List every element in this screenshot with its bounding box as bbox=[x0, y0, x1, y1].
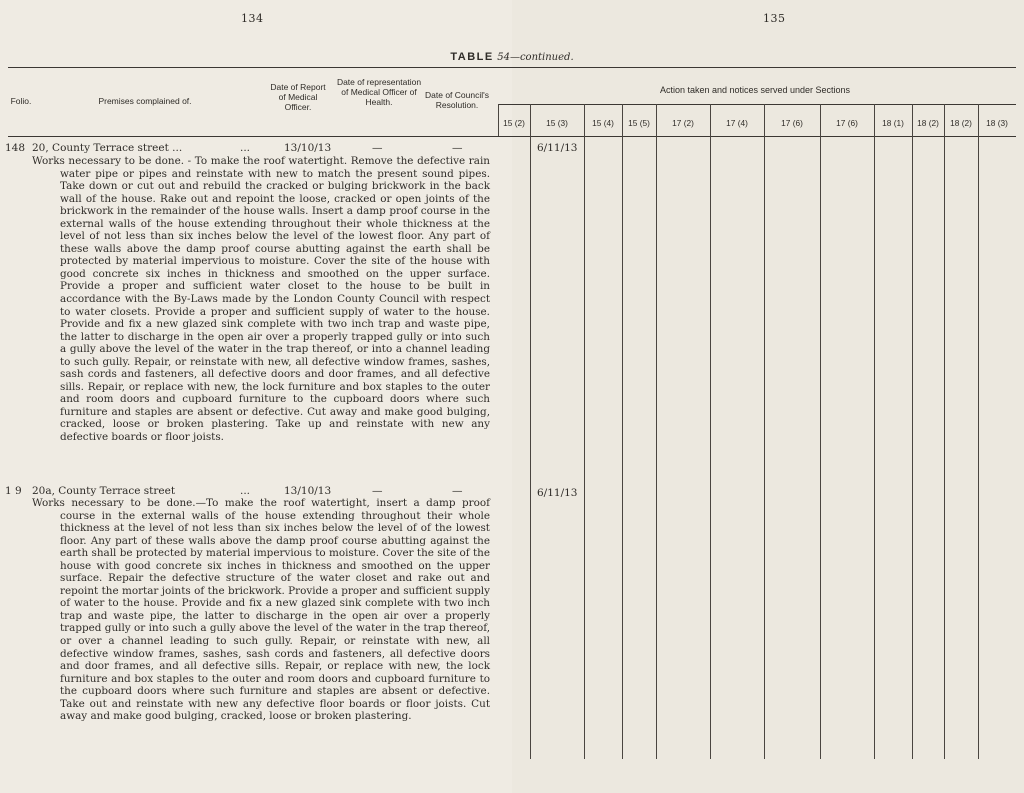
table-title-main: TABLE bbox=[450, 51, 494, 63]
header-date-report: Date of Report of Medical Officer. bbox=[270, 82, 326, 112]
entry-1-folio: 148 bbox=[5, 142, 26, 154]
entry-2-works: Works necessary to be done.—To make the roof watertight, insert a damp proof course in the external walls of the house extending throughout their whole thickness at the level of not less than six inches below the level of of the lowest floor. Any part of these walls above the damp proof course abutting against the earth shall be protected by material impervious to moisture. Cover the site of the house with good concrete six inches in thickness and smoothed on the upper surface. Repair the defective structure of the water closet and rake out and repoint the mortar joints of the brickwork. Provide a proper and sufficient supply of water to the house. Provide and fix a new glazed sink complete with two inch trap and waste pipe, the latter to discharge in the open air over a properly trapped gully or into such a gully above the level of the water in the trap thereof, or over a channel leading to such gully. Repair, or reinstate with new, all defective window frames, sashes, sash cords and fasteners, all defective doors and door frames, and all defective sills. Repair, or replace with new, the lock furniture and box staples to the outer and room doors and cupboard furniture to the cupboard doors where such furniture and staples are absent or defective. Take out and reinstate with new any defective floor boards or floor joists. Cut away and make good bulging, cracked, loose or broken plastering. bbox=[32, 497, 490, 723]
col-rule bbox=[912, 104, 913, 759]
entry-2-premises: 20a, County Terrace street bbox=[32, 485, 176, 497]
entry-2-dots: ... bbox=[240, 485, 251, 497]
table-title bbox=[0, 50, 1024, 63]
entry-2-date-report: 13/10/13 bbox=[284, 485, 332, 497]
col-rule bbox=[874, 104, 875, 759]
page-number-right: 135 bbox=[763, 12, 786, 25]
entry-2-date-resolution: — bbox=[452, 485, 463, 497]
section-15-2: 15 (2) bbox=[503, 118, 525, 128]
entry-1-premises: 20, County Terrace street ... bbox=[32, 142, 183, 154]
section-18-2-b: 18 (2) bbox=[950, 118, 972, 128]
header-top-rule bbox=[8, 67, 1016, 68]
section-18-2-a: 18 (2) bbox=[917, 118, 939, 128]
entry-1-dots: ... bbox=[240, 142, 251, 154]
section-17-4: 17 (4) bbox=[726, 118, 748, 128]
entry-1-works: Works necessary to be done. - To make the roof watertight. Remove the defective rain water pipe or pipes and reinstate with new to match the present sound pipes. Take down or cut out and rebuild the cracked or bulging brickwork in the back wall of the house. Rake out and repoint the loose, cracked or open joints of the brickwork in the remainder of the house walls. Insert a damp proof course in the external walls of the house extending throughout their whole thickness at the level of not less than six inches below the level of the lowest floor. Any part of these walls above the damp proof course abutting against the earth shall be protected by material impervious to moisture. Cover the site of the house with good concrete six inches in thickness and smoothed on the upper surface. Provide a proper and sufficient water closet to the house to be built in accordance with the By-Laws made by the London County Council with respect to water closets. Provide a proper and sufficient supply of water to the house. Provide and fix a new glazed sink complete with two inch trap and waste pipe, the latter to discharge in the open air over a properly trapped gully or into such a gully above the level of the water in the trap thereof, or into a channel leading to such gully. Repair, or reinstate with new, all defective window frames, sashes, sash cords and fasteners, all defective doors and door frames, and all defective sills. Repair, or replace with new, the lock furniture and box staples to the outer and room doors and cupboard furniture to the cupboard doors where such furniture and staples are absent or defective. Cut away and make good bulging, cracked, loose or broken plastering. Take up and reinstate with new any defective boards or floor joists. bbox=[32, 155, 490, 444]
table-title-sub: 54—continued. bbox=[497, 52, 574, 63]
col-rule bbox=[764, 104, 765, 759]
header-folio: Folio. bbox=[10, 96, 32, 106]
header-bottom-rule bbox=[8, 136, 1016, 137]
header-action: Action taken and notices served under Sections bbox=[659, 85, 851, 95]
entry-1-action-date: 6/11/13 bbox=[537, 142, 578, 154]
col-rule bbox=[978, 104, 979, 759]
section-18-3: 18 (3) bbox=[986, 118, 1008, 128]
section-15-5: 15 (5) bbox=[628, 118, 650, 128]
entry-1-date-representation: — bbox=[372, 142, 383, 154]
section-17-6-a: 17 (6) bbox=[781, 118, 803, 128]
page-number-left: 134 bbox=[241, 12, 264, 25]
action-sub-rule bbox=[498, 104, 1016, 105]
col-rule bbox=[530, 104, 531, 759]
col-rule bbox=[820, 104, 821, 759]
header-date-resolution: Date of Council's Resolution. bbox=[425, 90, 489, 110]
section-17-6-b: 17 (6) bbox=[836, 118, 858, 128]
col-rule bbox=[622, 104, 623, 759]
header-premises: Premises complained of. bbox=[98, 96, 192, 106]
entry-2-folio: 1 9 bbox=[5, 485, 22, 497]
section-15-3: 15 (3) bbox=[546, 118, 568, 128]
col-rule bbox=[498, 104, 499, 136]
col-rule bbox=[710, 104, 711, 759]
entry-1-date-report: 13/10/13 bbox=[284, 142, 332, 154]
section-18-1: 18 (1) bbox=[882, 118, 904, 128]
header-date-representation: Date of representation of Medical Officer of Health. bbox=[336, 77, 422, 107]
col-rule bbox=[656, 104, 657, 759]
section-15-4: 15 (4) bbox=[592, 118, 614, 128]
col-rule bbox=[944, 104, 945, 759]
entry-2-date-representation: — bbox=[372, 485, 383, 497]
section-17-2: 17 (2) bbox=[672, 118, 694, 128]
entry-1-date-resolution: — bbox=[452, 142, 463, 154]
entry-2-action-date: 6/11/13 bbox=[537, 487, 578, 499]
col-rule bbox=[584, 104, 585, 759]
